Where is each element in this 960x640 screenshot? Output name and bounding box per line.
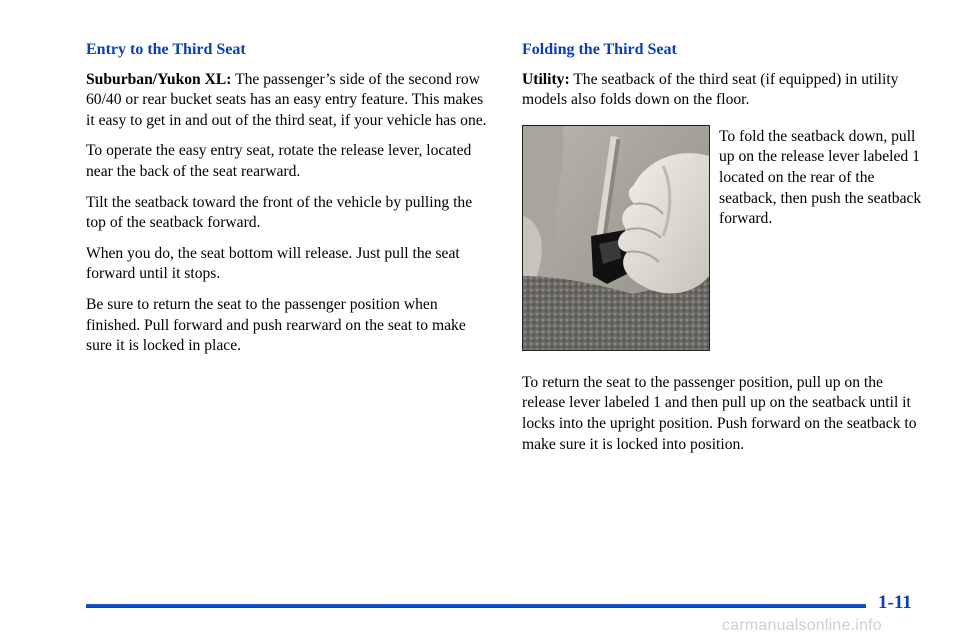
footer-rule [86, 604, 866, 608]
hand-pulling-lever-illustration [523, 126, 709, 350]
paragraph-return-seat: To return the seat to the passenger position, pull up on the release lever labeled 1 and then pull up on the seatback until it locks into the upright position. Push forward on the seatback to make sure it is locked into position. [522, 373, 917, 453]
section-heading-entry: Entry to the Third Seat [86, 41, 246, 58]
paragraph-lead: Suburban/Yukon XL: [86, 70, 232, 88]
paragraph-operate: To operate the easy entry seat, rotate the release lever, located near the back of the seat rearward. [86, 142, 472, 180]
photo-side-text: To fold the seatback down, pull up on the release lever labeled 1 located on the rear of the seatback, then push the seatback forward. [719, 127, 922, 228]
paragraph-text: The passenger’s side of the second row 60/40 or rear bucket seats has an easy entry feature. This makes it easy to get in and out of the third seat, if your vehicle has one. [86, 70, 487, 129]
paragraph-easy-entry [86, 70, 490, 132]
paragraph-lead: Utility: [522, 70, 570, 88]
left-column [86, 40, 490, 367]
right-column [522, 40, 922, 465]
section-heading-folding: Folding the Third Seat [522, 41, 677, 58]
page-number: 1-11 [878, 592, 912, 613]
paragraph-text: The seatback of the third seat (if equipped) in utility models also folds down on the floor. [522, 70, 899, 109]
photo-row [522, 125, 922, 353]
watermark: carmanualsonline.info [722, 617, 882, 634]
paragraph-utility [522, 70, 922, 111]
paragraph-tilt: Tilt the seatback toward the front of the vehicle by pulling the top of the seatback forward. [86, 193, 473, 232]
paragraph-return: Be sure to return the seat to the passenger position when finished. Pull forward and push rearward on the seat to make sure it is locked in place. [86, 295, 466, 355]
release-lever-photo [522, 125, 710, 351]
paragraph-release: When you do, the seat bottom will release. Just pull the seat forward until it stops. [86, 244, 460, 283]
